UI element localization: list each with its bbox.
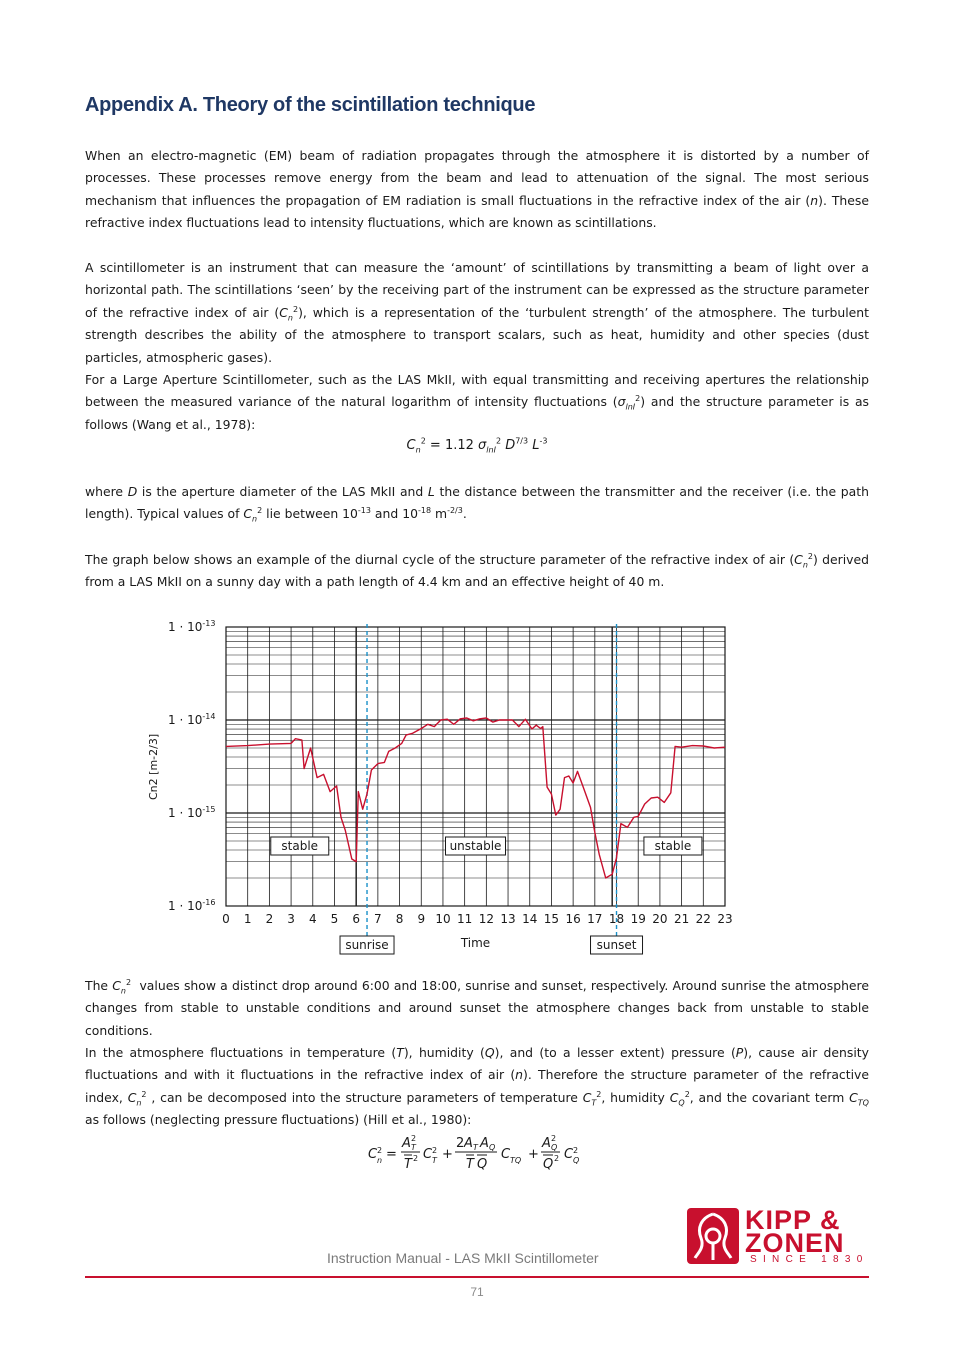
x-tick-label: 1: [243, 912, 252, 926]
svg-text:n: n: [377, 1156, 383, 1165]
logo-since: SINCE 1830: [750, 1254, 869, 1265]
x-tick-label: 23: [717, 912, 733, 926]
svg-text:A: A: [542, 1136, 551, 1151]
svg-text:2: 2: [411, 1134, 417, 1143]
svg-text:2: 2: [554, 1154, 560, 1163]
x-tick-label: 5: [330, 912, 339, 926]
svg-text:C: C: [564, 1147, 574, 1162]
paragraph-graph-intro: The graph below shows an example of the diurnal cycle of the structure parameter of the refractive index of air $(C_n^2)$ derived from a LAS MkII on a sunny day with a path length of 4.4 km and an effective height of 40 m.: [85, 551, 869, 590]
svg-text:=: =: [386, 1147, 397, 1162]
x-tick-label: 9: [417, 912, 426, 926]
paragraph-intro: When an electro-magnetic (EM) beam of radiation propagates through the atmosphere it is distorted by a number of processes. These processes remove energy from the beam and lead to attenuation of the signal. The most serious mechanism that influences the propagation of EM radiation is small fluctuations in the refractive index of the air (n). These refractive index fluctuations lead to intensity fluctuations, which are known as scintillations.: [85, 148, 869, 231]
x-tick-label: 16: [565, 912, 581, 926]
footer-manual-title: Instruction Manual - LAS MkII Scintillometer: [327, 1250, 599, 1266]
x-tick-label: 22: [695, 912, 711, 926]
cn2-diurnal-chart: [140, 612, 750, 962]
svg-text:2: 2: [456, 1136, 465, 1151]
x-tick-label: 17: [587, 912, 603, 926]
paragraph-where: where D is the aperture diameter of the LAS MkII and L the distance between the transmitter and the receiver (i.e. the path length). Typical values of $C_n^2$ lie between $10^{-13}$ and $10^{-18}$ $m^{-2/3}$.: [85, 484, 869, 524]
svg-text:Q: Q: [543, 1157, 554, 1172]
paragraph-las: For a Large Aperture Scintillometer, such as the LAS MkII, with equal transmitting and receiving apertures the relationship between the measured variance of the natural logarithm of intensity fluctuations $(\sigma_{lnI}^2)$ and the structure parameter is as follows (Wang et al., 1978):: [85, 372, 870, 432]
sunrise-label: sunrise: [345, 938, 389, 952]
kipp-zonen-emblem-icon: [687, 1208, 739, 1264]
svg-text:T: T: [411, 1143, 416, 1152]
x-axis-title: Time: [460, 936, 491, 950]
y-tick-label: $1 \cdot 10^{-16}$: [168, 898, 216, 913]
svg-text:2: 2: [573, 1146, 579, 1155]
logo-wordmark-line1: KIPP &: [745, 1205, 841, 1235]
stable-right-label: stable: [654, 839, 692, 853]
svg-text:T: T: [404, 1157, 412, 1172]
x-tick-label: 2: [265, 912, 274, 926]
x-tick-label: 21: [673, 912, 690, 926]
x-tick-label: 19: [630, 912, 646, 926]
page-number: 71: [470, 1285, 484, 1299]
svg-text:C: C: [423, 1147, 433, 1162]
svg-text:Q: Q: [489, 1143, 496, 1152]
svg-text:+: +: [442, 1147, 453, 1162]
svg-text:TQ: TQ: [510, 1156, 522, 1165]
x-tick-label: 8: [395, 912, 404, 926]
svg-text:+: +: [528, 1147, 539, 1162]
plot-frame: [226, 627, 725, 906]
paragraph-decomposition: In the atmosphere fluctuations in temperature (T), humidity (Q), and (to a lesser extent) pressure (P), cause air density fluctuations and with it fluctuations in the refractive index of air (n). Therefore the structure parameter of the refractive index, $C_n^2$ , can be decomposed into the structure parameters of temperature $C_T^2$, humidity $C_Q^2$, and the covariant term $C_{TQ}$ as follows (neglecting pressure fluctuations) (Hill et al., 1980):: [85, 1045, 869, 1128]
x-tick-label: 20: [652, 912, 668, 926]
svg-text:A: A: [464, 1136, 473, 1151]
svg-text:Q: Q: [573, 1156, 580, 1165]
y-tick-label: $1 \cdot 10^{-14}$: [168, 712, 216, 727]
svg-text:2: 2: [377, 1146, 383, 1155]
svg-text:Q: Q: [477, 1157, 488, 1172]
svg-text:2: 2: [551, 1134, 557, 1143]
svg-text:T: T: [432, 1156, 437, 1165]
footer-divider: [85, 1276, 869, 1278]
x-tick-label: 10: [435, 912, 451, 926]
x-tick-label: 15: [543, 912, 560, 926]
svg-text:T: T: [466, 1157, 474, 1172]
svg-text:Q: Q: [551, 1143, 558, 1152]
x-tick-label: 6: [352, 912, 360, 926]
x-tick-label: 7: [374, 912, 382, 926]
y-tick-label: $1 \cdot 10^{-13}$: [168, 619, 216, 634]
x-tick-label: 3: [287, 912, 295, 926]
sunset-label: sunset: [596, 938, 637, 952]
formula-decomposition: [360, 1128, 600, 1180]
svg-text:2: 2: [432, 1146, 438, 1155]
x-tick-label: 12: [478, 912, 494, 926]
page-title: Appendix A. Theory of the scintillation technique: [85, 94, 536, 116]
x-tick-label: 11: [457, 912, 473, 926]
x-tick-label: 0: [222, 912, 230, 926]
svg-text:A: A: [402, 1136, 411, 1151]
unstable-label: unstable: [449, 839, 502, 853]
x-tick-label: 4: [308, 912, 317, 926]
formula-cn2: $C_n^2 = 1.12$ $\sigma_{lnI}^2$ $D^{7/3}$ $L^{-3}$: [406, 436, 548, 455]
svg-text:C: C: [368, 1147, 378, 1162]
x-tick-label: 18: [608, 912, 625, 926]
y-axis-title: Cn2 [m-2/3]: [147, 733, 160, 800]
svg-text:T: T: [473, 1143, 478, 1152]
stable-left-label: stable: [281, 839, 319, 853]
x-tick-label: 14: [522, 912, 538, 926]
y-tick-label: $1 \cdot 10^{-15}$: [168, 805, 216, 820]
paragraph-drop: The $C_n^2$ values show a distinct drop around 6:00 and 18:00, sunrise and sunset, respectively. Around sunrise the atmosphere changes from stable to unstable conditions and around sunset the atmosphere changes back from unstable to stable conditions.: [85, 977, 869, 1038]
svg-text:C: C: [501, 1147, 511, 1162]
svg-text:2: 2: [413, 1154, 419, 1163]
logo-wordmark-line2: ZONEN: [745, 1228, 845, 1258]
x-tick-label: 13: [500, 912, 516, 926]
paragraph-scintillometer: A scintillometer is an instrument that can measure the ‘amount’ of scintillations by transmitting a beam of light over a horizontal path. The scintillations ‘seen’ by the receiving part of the instrument can be expressed as the structure parameter of the refractive index of air $(C_n^2)$, which is a representation of the ‘turbulent strength’ of the atmosphere. The turbulent strength describes the ability of the atmosphere to transport scalars, such as heat, humidity and other species (dust particles, atmospheric gases).: [85, 260, 869, 365]
svg-text:A: A: [480, 1136, 489, 1151]
